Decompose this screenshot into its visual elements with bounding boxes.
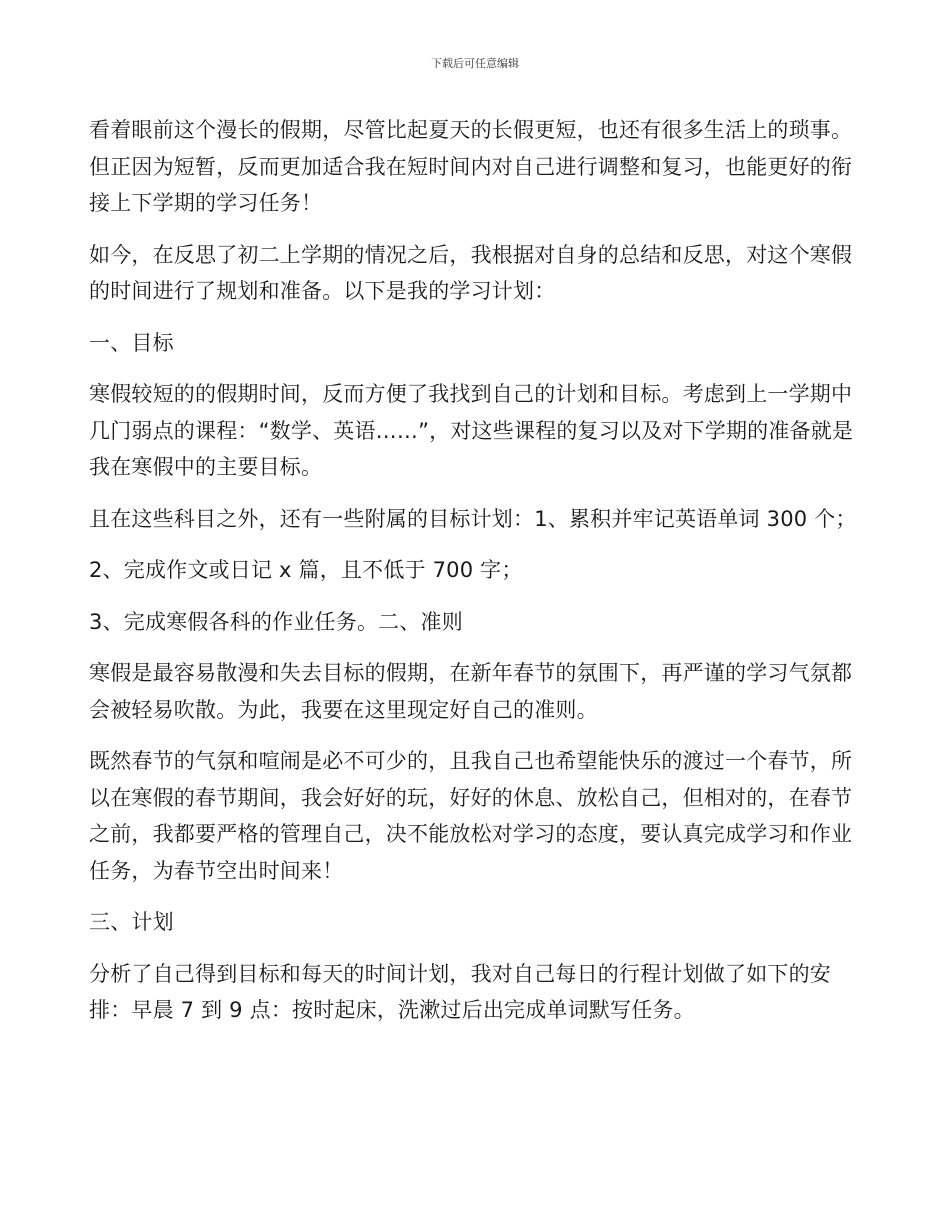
paragraph-goals: 寒假较短的的假期时间，反而方便了我找到自己的计划和目标。考虑到上一学期中几门弱点的课程：“数学、英语……”，对这些课程的复习以及对下学期的准备就是我在寒假中的主要目标。: [89, 382, 854, 479]
section-heading-goals: 一、目标: [89, 330, 174, 355]
paragraph-spring-festival: 既然春节的气氛和喧闹是必不可少的，且我自己也希望能快乐的渡过一个春节，所以在寒假的春节期间，我会好好的玩，好好的休息、放松自己，但相对的，在春节之前，我都要严格的管理自己，决不能放松对学习的态度，要认真完成学习和作业任务，为春节空出时间来！: [89, 749, 853, 883]
paragraph-goal-2: 2、完成作文或日记 x 篇，且不低于 700 字；: [89, 558, 523, 582]
document-body: [89, 112, 864, 1044]
paragraph-plan: 分析了自己得到目标和每天的时间计划，我对自己每日的行程计划做了如下的安排：早晨 7 到 9 点：按时起床，洗漱过后出完成单词默写任务。: [89, 961, 831, 1022]
section-heading-plan: 三、计划: [89, 910, 174, 934]
paragraph-principles: 寒假是最容易散漫和失去目标的假期，在新年春节的氛围下，再严谨的学习气氛都会被轻易吹散。为此，我要在这里现定好自己的准则。: [89, 661, 853, 722]
paragraph-goal-3: 3、完成寒假各科的作业任务。二、准则: [89, 609, 463, 634]
paragraph-extra-goals: 且在这些科目之外，还有一些附属的目标计划：1、累积并牢记英语单词 300 个；: [89, 506, 857, 531]
paragraph-intro: 看着眼前这个漫长的假期，尽管比起夏天的长假更短，也还有很多生活上的琐事。但正因为短暂，反而更加适合我在短时间内对自己进行调整和复习，也能更好的衔接上下学期的学习任务！: [89, 118, 853, 215]
paragraph-reflection: 如今，在反思了初二上学期的情况之后，我根据对自身的总结和反思，对这个寒假的时间进行了规划和准备。以下是我的学习计划：: [89, 242, 853, 303]
page-header: 下载后可任意编辑: [431, 57, 519, 70]
